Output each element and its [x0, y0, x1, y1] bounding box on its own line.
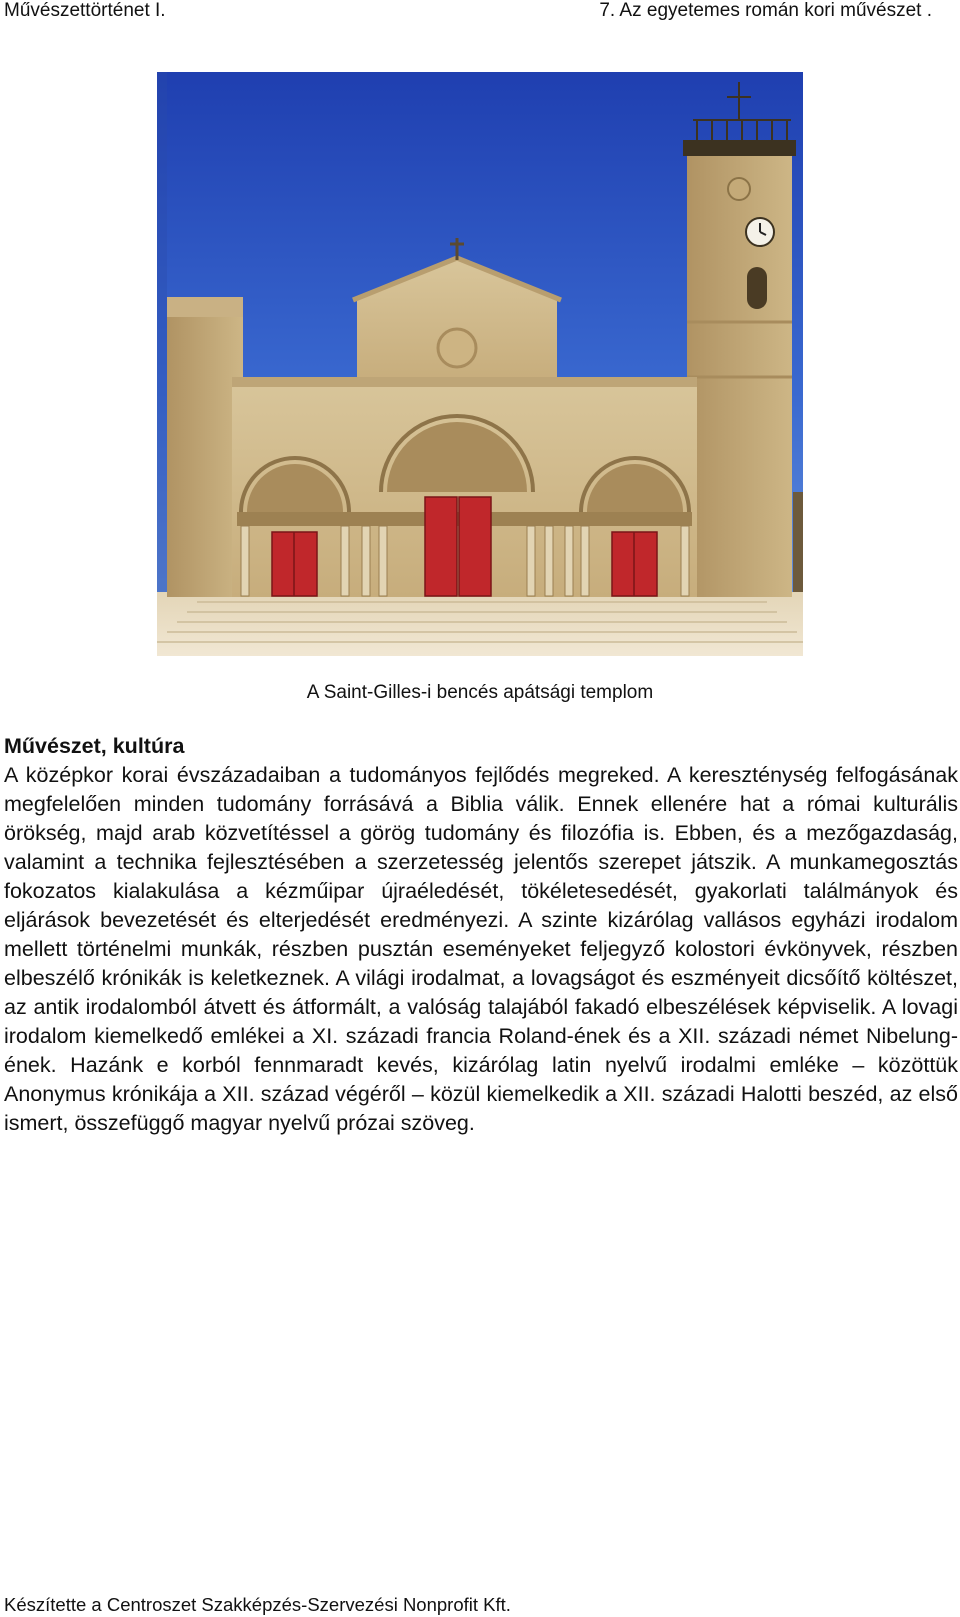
- header-course-title: Művészettörténet I.: [4, 0, 166, 21]
- page-footer: Készítette a Centroszet Szakképzés-Szervezési Nonprofit Kft.: [4, 1594, 511, 1615]
- text-section: [4, 732, 958, 1138]
- header-chapter-title: 7. Az egyetemes román kori művészet .: [599, 0, 932, 21]
- figure-caption: A Saint-Gilles-i bencés apátsági templom: [306, 682, 654, 703]
- church-photo: [157, 72, 803, 656]
- section-title: Művészet, kultúra: [4, 734, 185, 758]
- church-facade-illustration: [157, 72, 803, 656]
- section-body: A középkor korai évszázadaiban a tudományos fejlődés megreked. A kereszténység felfogásának megfelelően minden tudomány forrásává a Biblia válik. Ennek ellenére hat a római kulturális örökség, majd arab közvetítéssel a görög tudomány és filozófia is. Ebben, és a mezőgazdaság, valamint a technika fejlesztésében a szerzetesség jelentős szerepet játszik. A munkamegosztás fokozatos kialakulása a kézműipar újraéledését, tökéletesedését, gyakorlati találmányok és eljárások bevezetését és elterjedését eredményezi. A szinte kizárólag vallásos egyházi irodalom mellett történelmi munkák, részben pusztán eseményeket feljegyző kolostori évkönyvek, részben elbeszélő krónikák is keletkeznek. A világi irodalmat, a lovagságot és eszményeit dicsőítő költészet, az antik irodalomból átvett és átformált, a valóság talajából fakadó elbeszélések képviselik. A lovagi irodalom kiemelkedő emlékei a XI. századi francia Roland-ének és a XII. századi német Nibelung-ének. Hazánk e korból fennmaradt kevés, kizárólag latin nyelvű irodalmi emléke – közöttük Anonymus krónikája a XII. század végéről – közül kiemelkedik a XII. századi Halotti beszéd, az első ismert, összefüggő magyar nyelvű prózai szöveg.: [4, 763, 958, 1135]
- page-header: [4, 0, 932, 26]
